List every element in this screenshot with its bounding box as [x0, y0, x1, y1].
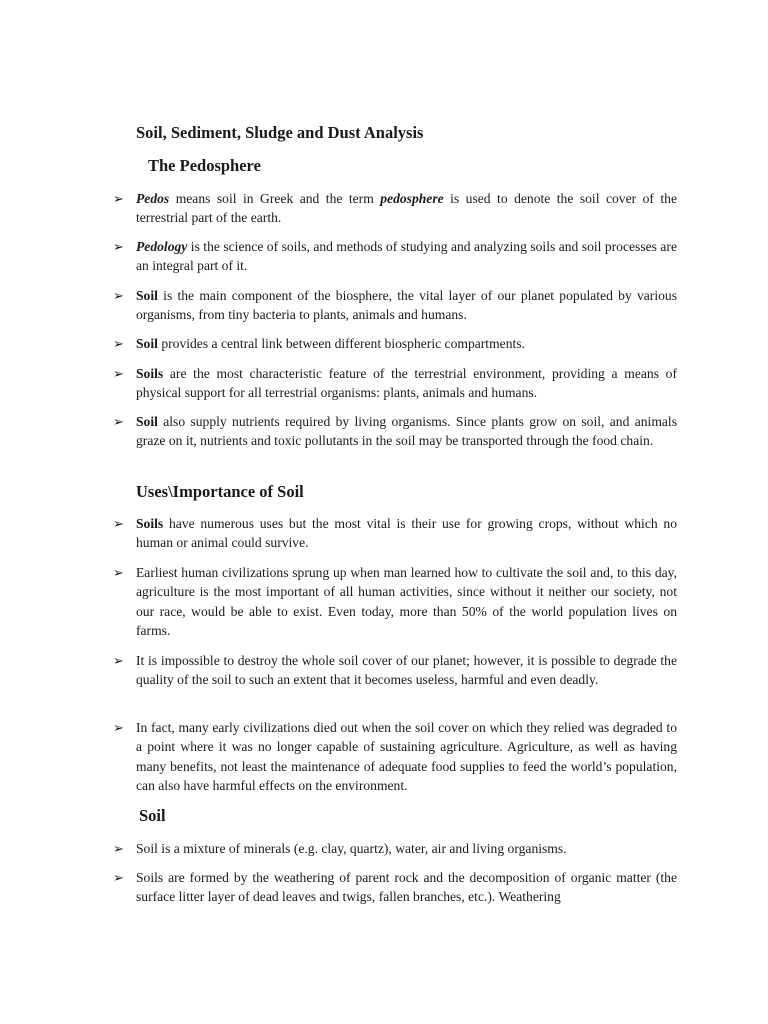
section-heading-uses: Uses\Importance of Soil: [136, 482, 304, 501]
list-item: ➢ Soil provides a central link between different biospheric compartments.: [136, 334, 677, 353]
bullet-arrow-icon: ➢: [113, 336, 124, 351]
section-heading-soil: Soil: [139, 806, 166, 825]
bullet-arrow-icon: ➢: [113, 191, 124, 206]
bullet-arrow-icon: ➢: [113, 653, 124, 668]
list-item: ➢ Soils are the most characteristic feature of the terrestrial environment, providing a means of physical support for all terrestrial organisms: plants, animals and humans.: [113, 366, 677, 401]
bullet-arrow-icon: ➢: [113, 516, 124, 531]
bullet-arrow-icon: ➢: [113, 565, 124, 580]
list-item: ➢ Soil also supply nutrients required by living organisms. Since plants grow on soil, and animals graze on it, nutrients and toxic pollutants in the soil may be transported through the food chain.: [113, 414, 677, 449]
list-item: ➢ Soils have numerous uses but the most vital is their use for growing crops, without which no human or animal could survive.: [113, 516, 677, 551]
bullet-arrow-icon: ➢: [113, 239, 124, 254]
list-item: ➢ Earliest human civilizations sprung up when man learned how to cultivate the soil and, to this day, agriculture is the most important of all human activities, since without it neither our society, not our race, would be able to exist. Even today, more than 50% of the world population lives on farms.: [113, 565, 677, 639]
bullet-arrow-icon: ➢: [113, 720, 124, 735]
list-item: ➢ Soil is the main component of the biosphere, the vital layer of our planet populated by various organisms, from tiny bacteria to plants, animals and humans.: [113, 288, 677, 323]
list-item: ➢ In fact, many early civilizations died out when the soil cover on which they relied was degraded to a point where it was no longer capable of sustaining agriculture. Agriculture, as well as having many benefits, not least the maintenance of adequate food supplies to feed the world’s population, can also have harmful effects on the environment.: [113, 720, 677, 794]
document-title: Soil, Sediment, Sludge and Dust Analysis: [136, 123, 424, 142]
list-item: ➢ Soil is a mixture of minerals (e.g. clay, quartz), water, air and living organisms.: [136, 839, 677, 858]
bullet-arrow-icon: ➢: [113, 288, 124, 303]
list-item: ➢ Pedology is the science of soils, and methods of studying and analyzing soils and soil processes are an integral part of it.: [113, 239, 677, 274]
bullet-arrow-icon: ➢: [113, 366, 124, 381]
bullet-arrow-icon: ➢: [113, 870, 124, 885]
bullet-arrow-icon: ➢: [113, 414, 124, 429]
list-item: ➢ Pedos means soil in Greek and the term pedosphere is used to denote the soil cover of the terrestrial part of the earth.: [113, 191, 677, 226]
section-heading-pedosphere: The Pedosphere: [148, 156, 261, 175]
bullet-arrow-icon: ➢: [113, 841, 124, 856]
list-item: ➢ Soils are formed by the weathering of parent rock and the decomposition of organic matter (the surface litter layer of dead leaves and twigs, fallen branches, etc.). Weathering: [113, 870, 677, 905]
list-item: ➢ It is impossible to destroy the whole soil cover of our planet; however, it is possible to degrade the quality of the soil to such an extent that it becomes useless, harmful and even deadly.: [113, 653, 677, 688]
